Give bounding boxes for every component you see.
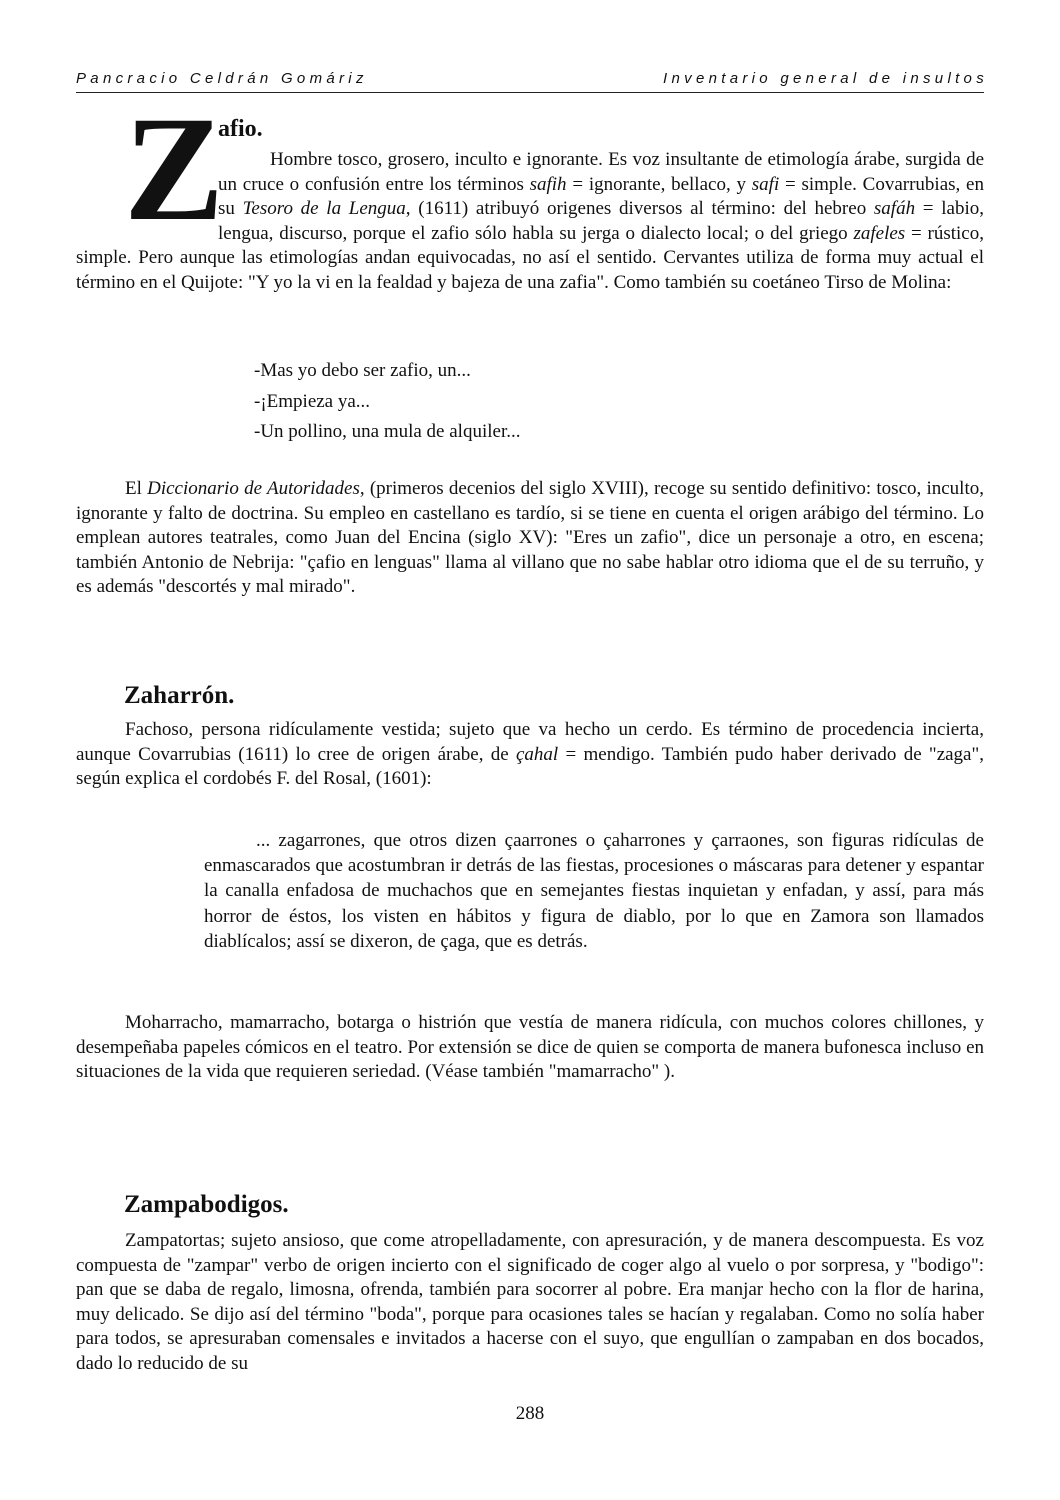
header-author: Pancracio Celdrán Gomáriz xyxy=(76,70,368,87)
entry-zafio-paragraph-1: Hombre tosco, grosero, inculto e ignorante. Es voz insultante de etimología árabe, surgida de un cruce o confusión entre los términos safih = ignorante, bellaco, y safi = simple. Covarrubias, en su Tesoro de la Lengua, (1611) atribuyó origenes diversos al término: del hebreo safáh = labio, lengua, discurso, porque el zafio sólo habla su jerga o dialecto local; o del griego zafeles = rústico, simple. Pero aunque las etimologías andan equivocadas, no así el sentido. Cervantes utiliza de forma muy actual el término en el Quijote: "Y yo la vi en la fealdad y bajeza de una zafia". Como también su coetáneo Tirso de Molina: xyxy=(76,149,984,293)
dialogue-line: -¡Empieza ya... xyxy=(254,390,371,412)
page-number: 288 xyxy=(515,1403,545,1424)
dialogue-line: -Mas yo debo ser zafio, un... xyxy=(254,360,471,381)
entry-title-zampabodigos: Zampabodigos. xyxy=(124,1191,289,1218)
header-book-title: Inventario general de insultos xyxy=(663,70,988,87)
entry-title-zafio: afio. xyxy=(218,116,263,142)
entry-zaharron-paragraph-1: Fachoso, persona ridículamente vestida; sujeto que va hecho un cerdo. Es término de procedencia incierta, aunque Covarrubias (1611) lo cree de origen árabe, de çahal = mendigo. También pudo haber derivado de "zaga", según explica el cordobés F. del Rosal, (1601): xyxy=(76,719,984,790)
entry-zafio-paragraph-2: El Diccionario de Autoridades, (primeros decenios del siglo XVIII), recoge su sentido definitivo: tosco, inculto, ignorante y falto de doctrina. Su empleo en castellano es tardío, si se tiene en cuenta el origen arábigo del término. Lo emplean autores teatrales, como Juan del Encina (siglo XV): "Eres un zafio", dice un personaje a otro, en escena; también Antonio de Nebrija: "çafio en lenguas" llama al villano que no sabe hablar otro idioma que el de su terruño, y es además "descortés y mal mirado". xyxy=(76,478,984,598)
drop-cap-letter: Z xyxy=(124,86,225,252)
entry-title-zaharron: Zaharrón. xyxy=(124,682,235,709)
entry-zafio xyxy=(76,114,984,296)
del-rosal-block-quote: ... zagarrones, que otros dizen çaarrones o çaharrones y çarraones, son figuras ridículas de enmascarados que acostumbran ir detrás de las fiestas, procesiones o máscaras para detener y espantar la canalla enfadosa de muchachos que en semejantes fiestas inquietan y enfadan, y assí, para más horror de éstos, los visten en hábitos y figura de diablo, por lo que en Zamora son llamados diablícalos; assí se dixeron, de çaga, que es detrás. xyxy=(204,830,984,952)
entry-zampabodigos-paragraph-1: Zampatortas; sujeto ansioso, que come atropelladamente, con apresuración, y de manera descompuesta. Es voz compuesta de "zampar" verbo de origen incierto con el significado de coger algo al vuelo o por sorpresa, y "bodigo": pan que se daba de regalo, limosna, ofrenda, también para socorrer al pobre. Era manjar hecho con la flor de harina, muy delicado. Se dijo así del término "boda", porque para ocasiones tales se hacían y regalaban. Como no solía haber para todos, se apresuraban comensales e invitados a hacerse con el suyo, que engullían o zampaban en dos bocados, dado lo reducido de su xyxy=(76,1230,984,1374)
tirso-dialogue-quote xyxy=(254,356,854,448)
entry-zaharron-paragraph-2: Moharracho, mamarracho, botarga o histrión que vestía de manera ridícula, con muchos colores chillones, y desempeñaba papeles cómicos en el teatro. Por extensión se dice de quien se comporta de manera bufonesca incluso en situaciones de la vida que requieren seriedad. (Véase también "mamarracho" ). xyxy=(76,1012,984,1083)
dialogue-line: -Un pollino, una mula de alquiler... xyxy=(254,421,521,442)
